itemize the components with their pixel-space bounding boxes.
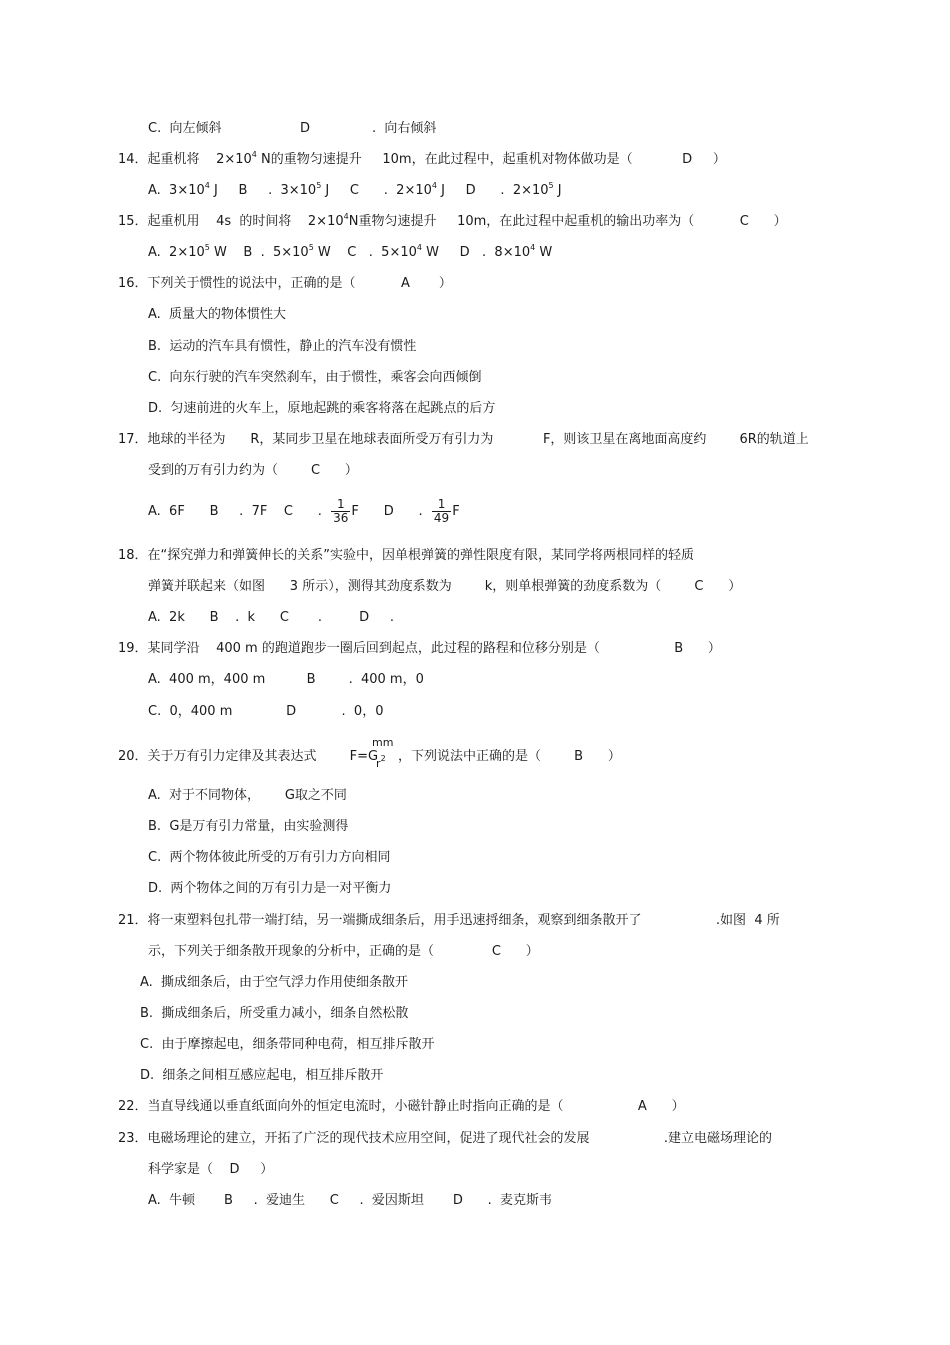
text-run: J B . 3×10 [209,183,317,198]
text-line [148,703,383,721]
text-run: 受到的万有引力约为（ C ） [148,463,358,478]
text-run: A. 质量大的物体惯性大 [148,307,287,322]
exponent: 5 [316,181,322,190]
text-run: W [535,245,553,260]
text-line [118,640,721,658]
text-run: 23．电磁场理论的建立，开拓了广泛的现代技术应用空间，促进了现代社会的发展 .建立电磁场理论的 [118,1131,773,1146]
text-run: 22．当直导线通以垂直纸面向外的恒定电流时，小磁针静止时指向正确的是（ A ） [118,1099,685,1114]
q18-line-2: 弹簧并联起来（如图 3 所示），测得其劲度系数为 k，则单根弹簧的劲度系数为（ C ） [148,579,742,594]
text-line [148,120,436,138]
text-line [118,213,787,231]
text-run: A. 400 m，400 m B . 400 m，0 [148,672,424,687]
text-line [148,671,424,689]
text-run: W C . 5×10 [313,245,417,260]
text-run: 18．在“探究弹力和弹簧伸长的关系”实验中，因单根弹簧的弹性限度有限，某同学将两根同样的轻质 [118,548,695,563]
exponent: 4 [416,243,422,252]
exponent: 5 [548,181,554,190]
text-run: 21．将一束塑料包扎带一端打结，另一端撕成细条后，用手迅速捋细条，观察到细条散开了 .如图 4 所 [118,913,780,928]
text-line [118,275,452,293]
text-run: B. 撕成细条后，所受重力减小，细条自然松散 [140,1006,409,1021]
fraction [432,498,451,525]
denominator: 49 [433,511,450,525]
text-run: D. 两个物体之间的万有引力是一对平衡力 [148,881,392,896]
text-line [118,1098,685,1116]
text-line [148,787,347,805]
exponent: 4 [204,181,210,190]
exponent: 2 [380,754,386,763]
denominator: 36 [333,511,349,525]
text-line [148,338,416,356]
text-run: J [553,183,562,198]
text-line [148,849,390,867]
text-line [140,1005,408,1023]
text-line [118,431,809,449]
text-line [148,462,358,480]
numerator: 1 [432,498,451,512]
text-run: C. 向东行驶的汽车突然刹车，由于惯性，乘客会向西倾倒 [148,370,482,385]
text-line [118,1130,772,1148]
exponent: 4 [251,150,257,159]
text-run: ，下列说法中正确的是（ B ） [398,749,621,764]
text-run: 20．关于万有引力定律及其表达式 F=G [118,749,379,764]
text-line [118,547,694,565]
fraction [331,498,350,525]
text-run: D. 细条之间相互感应起电，相互排斥散开 [140,1068,384,1083]
text-run: W D . 8×10 [421,245,531,260]
text-run: F D . [351,504,431,519]
exponent: 4 [530,243,536,252]
q17-options [148,497,460,527]
text-line [148,1192,552,1210]
text-line [140,974,408,992]
text-line [148,880,391,898]
exponent: 5 [308,243,314,252]
text-run: 示，下列关于细条散开现象的分析中，正确的是（ C ） [148,944,539,959]
text-run: A. 撕成细条后，由于空气浮力作用使细条散开 [140,975,409,990]
text-run: C. 0，400 m D . 0，0 [148,704,384,719]
text-run: A. 2k B . k C . D . [148,610,394,625]
text-run: A. 对于不同物体， G取之不同 [148,788,347,803]
text-run: D. 匀速前进的火车上，原地起跳的乘客将落在起跳点的后方 [148,401,496,416]
text-run: A. 3×10 [148,183,205,198]
formula-denominator: $r^2$ [376,754,386,770]
exponent: 4 [431,181,437,190]
text-run: 科学家是（ D ） [148,1162,274,1177]
q20-stem [118,736,621,770]
text-run: B. G是万有引力常量，由实验测得 [148,819,349,834]
text-run: N重物匀速提升 10m，在此过程中起重机的输出功率为（ C ） [348,214,787,229]
text-line [148,244,552,262]
text-run: J D . 2×10 [436,183,549,198]
text-run: A. 6F B . 7F C . [148,504,331,519]
text-run: A. 2×10 [148,245,205,260]
text-run: B. 运动的汽车具有惯性，静止的汽车没有惯性 [148,339,417,354]
text-line [148,818,348,836]
text-line [148,609,394,627]
text-line [118,912,780,930]
text-run: N的重物匀速提升 10m，在此过程中，起重机对物体做功是（ D ） [256,152,726,167]
formula-numerator: mm [372,736,394,749]
text-run: 19．某同学沿 400 m 的跑道跑步一圈后回到起点，此过程的路程和位移分别是（ B ） [118,641,721,656]
text-run: C. 向左倾斜 D . 向右倾斜 [148,121,437,136]
text-line [118,151,726,169]
text-line [140,1067,383,1085]
text-run: 14．起重机将 2×10 [118,152,252,167]
text-line [148,400,495,418]
text-run: J C . 2×10 [321,183,432,198]
text-run: 17．地球的半径为 R，某同步卫星在地球表面所受万有引力为 F，则该卫星在离地面高度约 6R的轨道上 [118,432,809,447]
text-run: 15．起重机用 4s 的时间将 2×10 [118,214,344,229]
text-line [148,943,539,961]
text-run: C. 由于摩擦起电，细条带同种电荷，相互排斥散开 [140,1037,435,1052]
formula [372,736,398,770]
text-line [140,1036,434,1054]
text-line [148,1161,273,1179]
text-run: C. 两个物体彼此所受的万有引力方向相同 [148,850,391,865]
text-run: 16．下列关于惯性的说法中，正确的是（ A ） [118,276,452,291]
text-run: F [452,504,460,519]
text-run: A. 牛顿 B . 爱迪生 C . 爱因斯坦 D . 麦克斯韦 [148,1193,553,1208]
text-line [148,182,562,200]
text-run: W B . 5×10 [209,245,309,260]
exponent: 5 [204,243,210,252]
text-line [148,369,481,387]
exponent: 4 [343,212,349,221]
numerator: 1 [331,498,350,512]
text-line [148,306,286,324]
